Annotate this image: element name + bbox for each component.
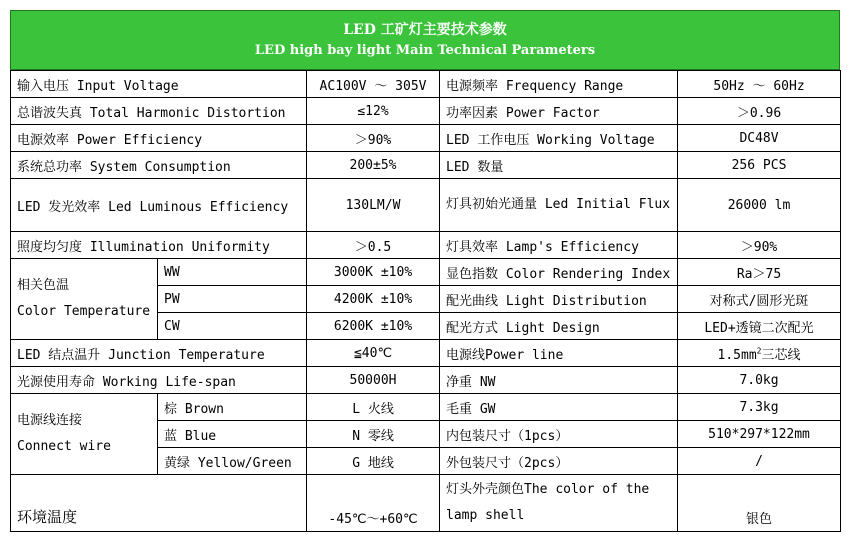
net-weight-value: 7.0kg	[678, 367, 841, 394]
inner-package-value: 510*297*122mm	[678, 421, 841, 448]
title-english: LED high bay light Main Technical Parameters	[254, 43, 596, 58]
outer-package-value: /	[678, 448, 841, 475]
table-row	[11, 367, 841, 394]
luminous-efficiency-label: LED 发光效率 Led Luminous Efficiency	[11, 179, 307, 232]
table-row	[11, 394, 841, 421]
junction-temperature-label: LED 结点温升 Junction Temperature	[11, 340, 307, 367]
power-line-label: 电源线Power line	[440, 340, 678, 367]
life-span-value: 50000H	[307, 367, 440, 394]
table-row	[11, 475, 841, 532]
light-design-value: LED+透镜二次配光	[678, 313, 841, 340]
yellow-green-wire-value: G 地线	[307, 448, 440, 475]
pw-value: 4200K ±10%	[307, 286, 440, 313]
brown-wire-value: L 火线	[307, 394, 440, 421]
cri-value: Ra＞75	[678, 259, 841, 286]
table-row	[11, 259, 841, 286]
input-voltage-label: 输入电压 Input Voltage	[11, 71, 307, 98]
power-factor-value: ＞0.96	[678, 98, 841, 125]
working-voltage-label: LED 工作电压 Working Voltage	[440, 125, 678, 152]
color-temperature-label	[11, 259, 158, 340]
initial-flux-value: 26000 lm	[678, 179, 841, 232]
luminous-efficiency-value: 130LM/W	[307, 179, 440, 232]
connect-wire-label-cn: 电源线连接	[17, 413, 83, 428]
lamp-efficiency-label: 灯具效率 Lamp's Efficiency	[440, 232, 678, 259]
shell-color-label: 灯头外壳颜色The color of the lamp shell	[440, 475, 678, 532]
blue-wire-value: N 零线	[307, 421, 440, 448]
gross-weight-label: 毛重 GW	[440, 394, 678, 421]
table-header	[10, 10, 840, 70]
pw-sublabel: PW	[158, 286, 307, 313]
title-chinese: LED 工矿灯主要技术参数	[343, 22, 507, 38]
brown-wire-sublabel: 棕 Brown	[158, 394, 307, 421]
shell-color-value: 银色	[678, 475, 841, 532]
uniformity-value: ＞0.5	[307, 232, 440, 259]
power-factor-label: 功率因素 Power Factor	[440, 98, 678, 125]
color-temperature-label-en: Color Temperature	[17, 304, 151, 319]
connect-wire-label	[11, 394, 158, 475]
initial-flux-label: 灯具初始光通量 Led Initial Flux	[440, 179, 678, 232]
thd-label: 总谐波失真 Total Harmonic Distortion	[11, 98, 307, 125]
cw-value: 6200K ±10%	[307, 313, 440, 340]
gross-weight-value: 7.3kg	[678, 394, 841, 421]
light-distribution-label: 配光曲线 Light Distribution	[440, 286, 678, 313]
power-efficiency-label: 电源效率 Power Efficiency	[11, 125, 307, 152]
color-temperature-label-cn: 相关色温	[17, 278, 70, 293]
working-voltage-value: DC48V	[678, 125, 841, 152]
cri-label: 显色指数 Color Rendering Index	[440, 259, 678, 286]
system-consumption-value: 200±5%	[307, 152, 440, 179]
power-efficiency-value: ＞90%	[307, 125, 440, 152]
spec-sheet	[10, 10, 840, 532]
lamp-efficiency-value: ＞90%	[678, 232, 841, 259]
outer-package-label: 外包装尺寸（2pcs）	[440, 448, 678, 475]
net-weight-label: 净重 NW	[440, 367, 678, 394]
table-row	[11, 152, 841, 179]
light-design-label: 配光方式 Light Design	[440, 313, 678, 340]
life-span-label: 光源使用寿命 Working Life-span	[11, 367, 307, 394]
frequency-label: 电源频率 Frequency Range	[440, 71, 678, 98]
table-row	[11, 71, 841, 98]
input-voltage-value: AC100V ～ 305V	[307, 71, 440, 98]
yellow-green-wire-sublabel: 黄绿 Yellow/Green	[158, 448, 307, 475]
connect-wire-label-en: Connect wire	[17, 439, 111, 454]
led-quantity-value: 256 PCS	[678, 152, 841, 179]
ambient-temperature-label: 环境温度	[11, 475, 307, 532]
system-consumption-label: 系统总功率 System Consumption	[11, 152, 307, 179]
cw-sublabel: CW	[158, 313, 307, 340]
light-distribution-value: 对称式/圆形光斑	[678, 286, 841, 313]
junction-temperature-value: ≦40℃	[307, 340, 440, 367]
spec-table	[10, 70, 841, 532]
ww-value: 3000K ±10%	[307, 259, 440, 286]
thd-value: ≤12%	[307, 98, 440, 125]
table-row	[11, 125, 841, 152]
uniformity-label: 照度均匀度 Illumination Uniformity	[11, 232, 307, 259]
table-row	[11, 98, 841, 125]
blue-wire-sublabel: 蓝 Blue	[158, 421, 307, 448]
power-line-value: $1.5mm^2$三芯线	[678, 340, 841, 367]
led-quantity-label: LED 数量	[440, 152, 678, 179]
ambient-temperature-value: -45℃～+60℃	[307, 475, 440, 532]
table-row	[11, 340, 841, 367]
inner-package-label: 内包装尺寸（1pcs）	[440, 421, 678, 448]
frequency-value: 50Hz ～ 60Hz	[678, 71, 841, 98]
table-row	[11, 232, 841, 259]
ww-sublabel: WW	[158, 259, 307, 286]
table-row	[11, 179, 841, 232]
